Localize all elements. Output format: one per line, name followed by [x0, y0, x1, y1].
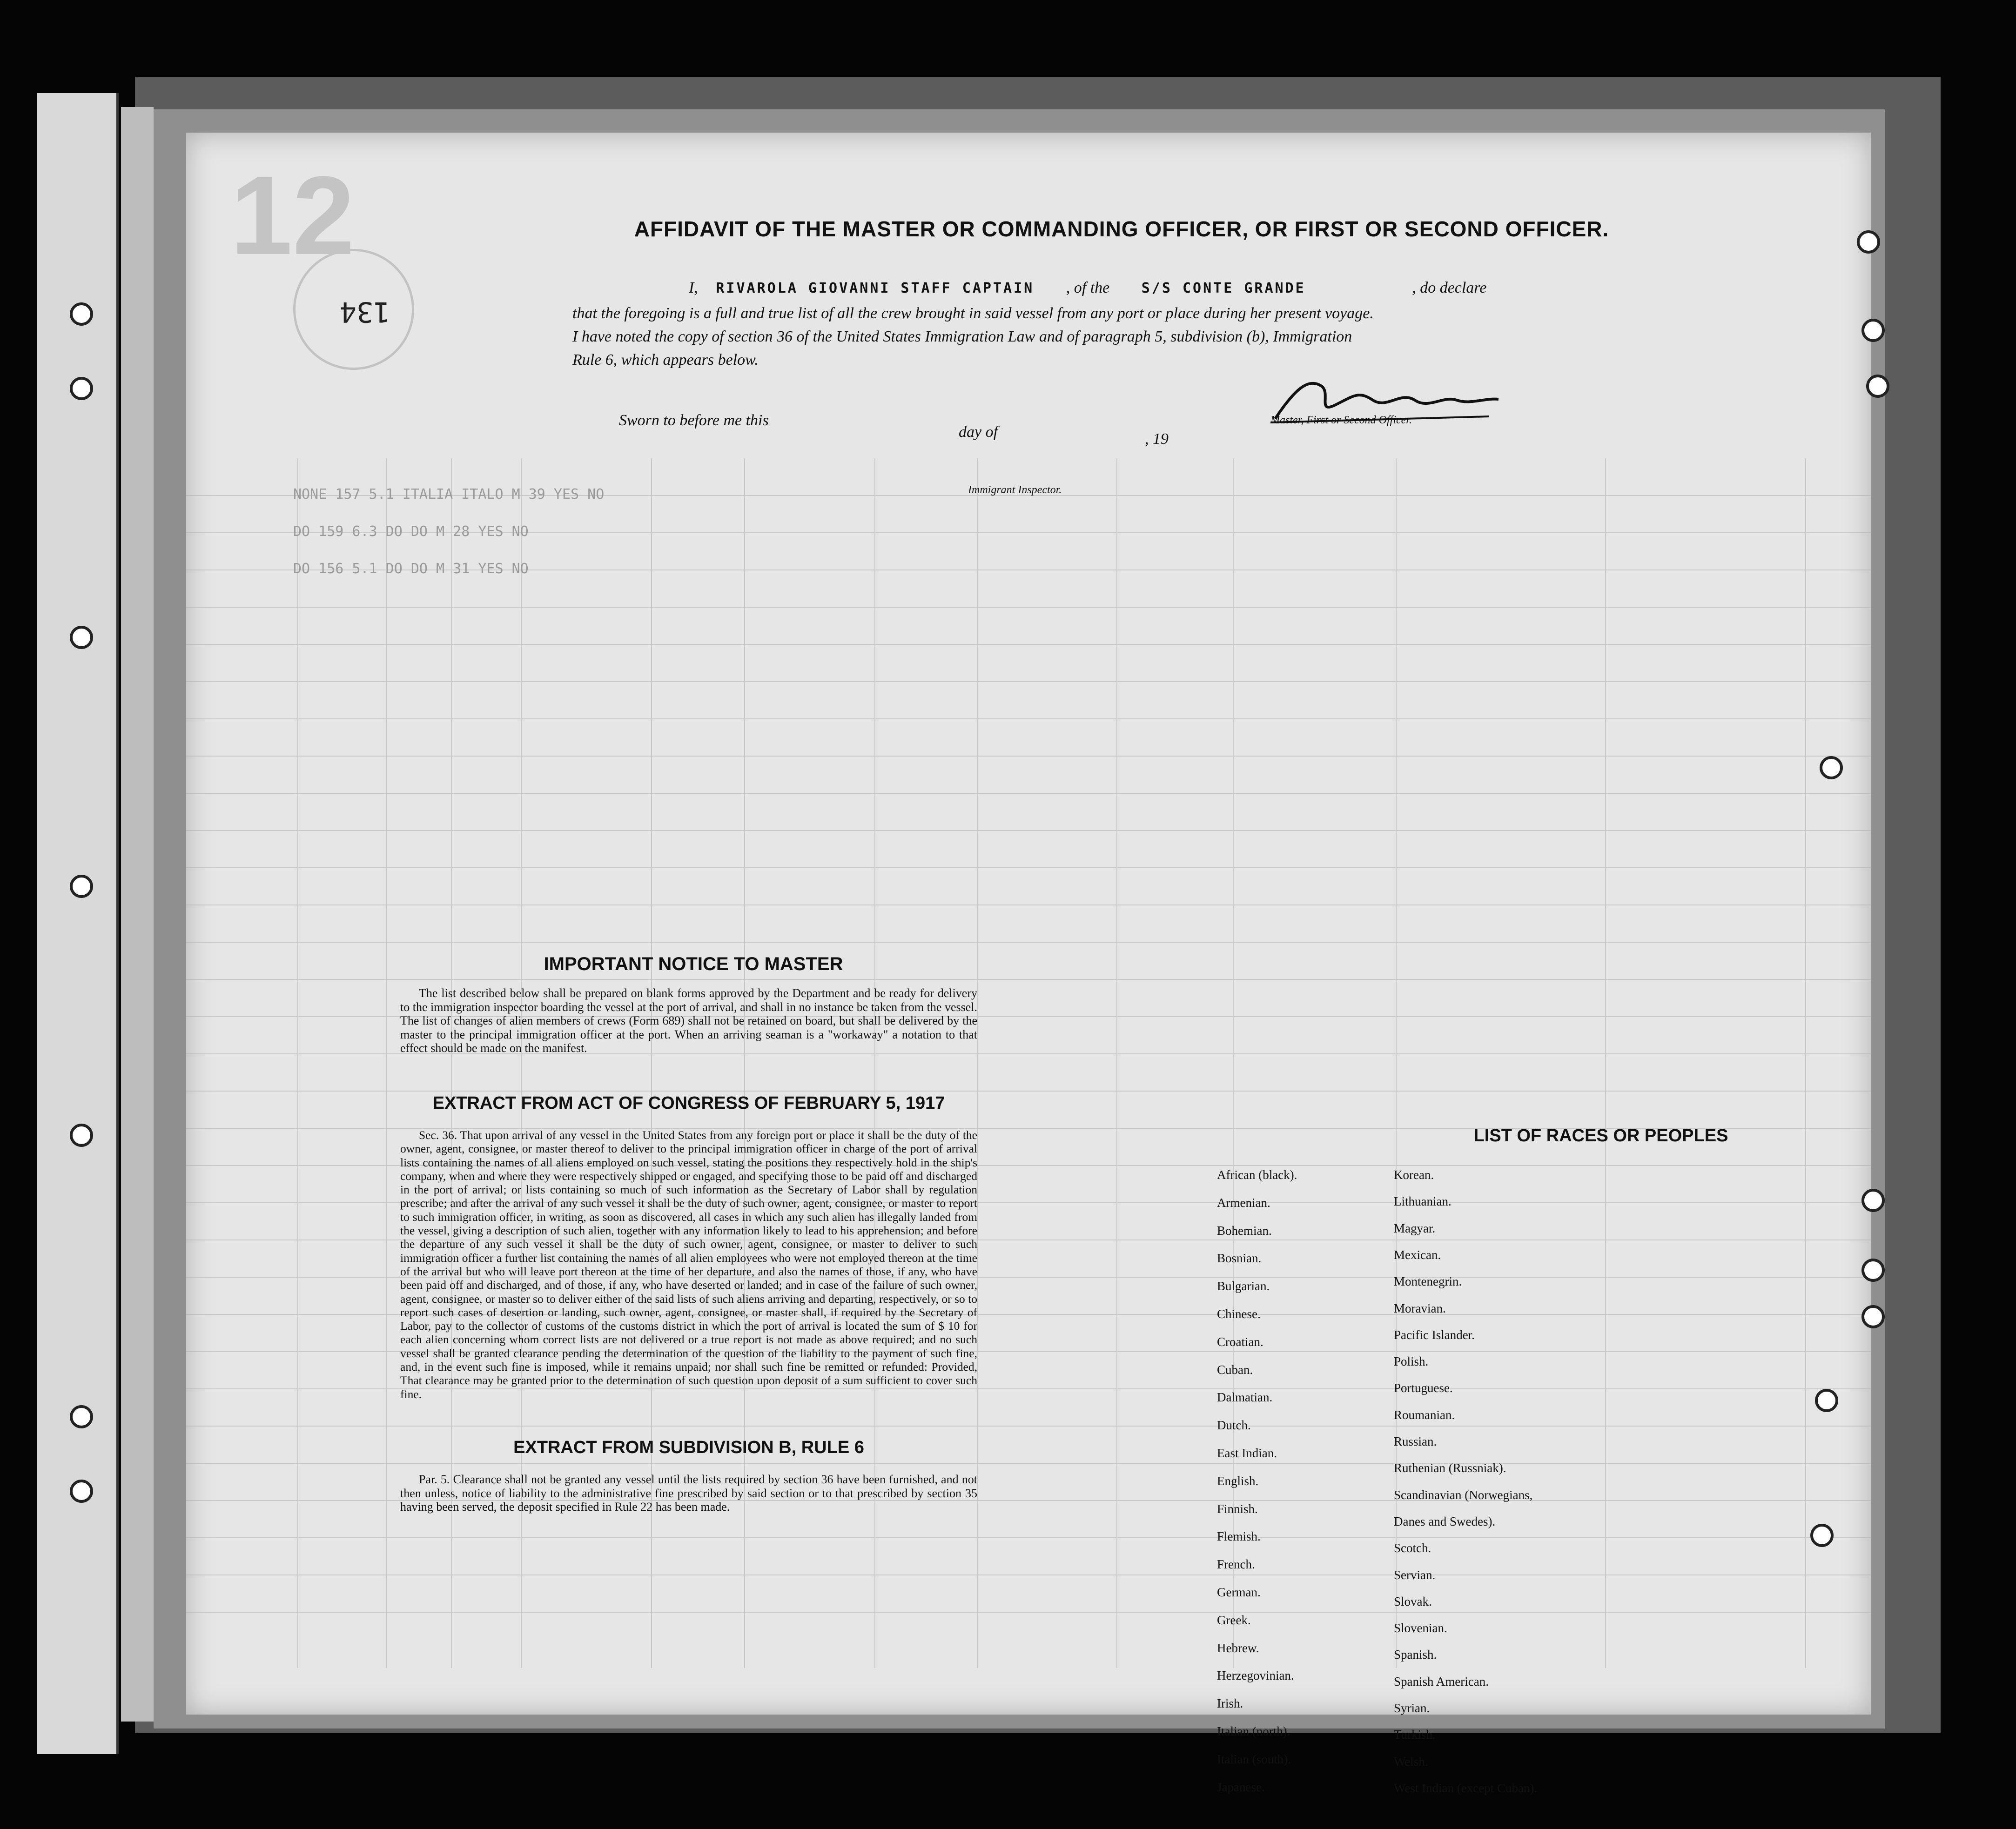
race-item: Polish.	[1394, 1354, 1429, 1369]
act-extract-title: EXTRACT FROM ACT OF CONGRESS OF FEBRUARY 5, 1917	[432, 1093, 945, 1113]
race-item: Italian (north).	[1217, 1724, 1290, 1738]
punch-hole	[1861, 1305, 1885, 1328]
affidavit-line-1	[689, 279, 1486, 297]
race-item: Pacific Islander.	[1394, 1327, 1475, 1342]
race-item: Hebrew.	[1217, 1641, 1259, 1655]
race-item: East Indian.	[1217, 1446, 1277, 1460]
master-caption: Master, First or Second Officer.	[1270, 414, 1412, 426]
officer-name: RIVAROLA GIOVANNI STAFF CAPTAIN	[716, 280, 1035, 296]
race-item: Finnish.	[1217, 1501, 1258, 1516]
race-item: Slovenian.	[1394, 1621, 1447, 1635]
race-item: Dutch.	[1217, 1418, 1251, 1433]
race-item: Slovak.	[1394, 1594, 1432, 1608]
race-item: English.	[1217, 1474, 1259, 1488]
master-signature	[1266, 372, 1508, 428]
race-item: Korean.	[1394, 1168, 1434, 1182]
race-item: Welsh.	[1394, 1754, 1428, 1769]
affidavit-line-3: I have noted the copy of section 36 of the United States Immigration Law and of paragraph 5, subdivision (b), Immigration	[572, 328, 1352, 345]
race-item: Croatian.	[1217, 1334, 1263, 1349]
race-item: Flemish.	[1217, 1529, 1261, 1544]
race-item: Bohemian.	[1217, 1223, 1272, 1238]
rule-extract-title: EXTRACT FROM SUBDIVISION B, RULE 6	[513, 1438, 864, 1457]
race-item: Chinese.	[1217, 1307, 1261, 1321]
race-item: Turkish.	[1394, 1728, 1436, 1742]
punch-hole	[1861, 319, 1885, 342]
punch-hole	[1861, 1189, 1885, 1212]
race-item: Scandinavian (Norwegians,	[1394, 1487, 1533, 1502]
affidavit-line-4: Rule 6, which appears below.	[572, 351, 759, 368]
race-item: African (black).	[1217, 1168, 1297, 1182]
punch-hole	[70, 1480, 93, 1503]
race-item: Portuguese.	[1394, 1381, 1453, 1395]
race-item: Roumanian.	[1394, 1407, 1455, 1422]
inspector-caption: Immigrant Inspector.	[968, 484, 1062, 496]
rule-extract-text: Par. 5. Clearance shall not be granted any vessel until the lists required by section 36 have been furnished, and not then unless, notice of liability to the administrative fine prescribed by said section or to that prescribed by section 35 having been served, the deposit specified in Rule 22 has been made.	[400, 1473, 977, 1514]
race-item: West Indian (except Cuban).	[1394, 1781, 1538, 1795]
notice-text: The list described below shall be prepared on blank forms approved by the Department and be ready for delivery to the immigration inspector boarding the vessel at the port of arrival, and shall in no instance be taken from the vessel. The list of changes of alien members of crews (Form 689) shall not be retained on board, but shall be delivered by the master to the principal immigration officer at the port. When an arriving seaman is a "workaway" a notation to that effect should be made on the manifest.	[400, 986, 977, 1055]
year-text: , 19	[1145, 430, 1169, 448]
act-extract-text: Sec. 36. That upon arrival of any vessel in the United States from any foreign port or place it shall be the duty of the owner, agent, consignee, or master thereof to deliver to the principal immigration officer in charge of the port of arrival lists containing the names of all aliens employed on such vessel, stating the positions they respectively hold in the ship's company, when and where they were respectively shipped or engaged, and specifying those to be paid off and discharged in the port of arrival; or lists containing so much of such information as the Secretary of Labor shall by regulation prescribe; and after the arrival of any such vessel it shall be the duty of such owner, agent, consignee, or master to report to such immigration officer, in writing, as soon as discovered, all cases in which any such alien has illegally landed from the vessel, giving a description of such alien, together with any information likely to lead to his apprehension; and before the departure of any such vessel it shall be the duty of such owner, agent, consignee, or master to deliver to such immigration officer a further list containing the names of all alien employees who were not employed thereon at the time of the arrival but who will leave port thereon at the time of her departure, and also the names of those, if any, who have been paid off and discharged, and of those, if any, who have deserted or landed; and in case of the failure of such owner, agent, consignee, or master so to deliver either of the said lists of such aliens arriving and departing, respectively, or so to report such cases of desertion or landing, such owner, agent, consignee, or master shall, if required by the Secretary of Labor, pay to the collector of customs of the customs district in which the port of arrival is located the sum of $ 10 for each alien concerning whom correct lists are not delivered or a true report is not made as above required; and no such vessel shall be granted clearance pending the determination of the question of the liability to the payment of such fine, and, in the event such fine is imposed, while it remains unpaid; nor shall such fine be remitted or refunded: Provided, That clearance may be granted prior to the determination of such question upon deposit of a sum sufficient to cover such fine.	[400, 1128, 977, 1401]
notice-title: IMPORTANT NOTICE TO MASTER	[544, 954, 843, 974]
punch-hole	[70, 875, 93, 898]
race-item: Bulgarian.	[1217, 1279, 1270, 1293]
punch-hole	[1810, 1524, 1834, 1547]
race-item: French.	[1217, 1557, 1255, 1572]
race-item: Magyar.	[1394, 1221, 1436, 1235]
bleed-through-row: DO 159 6.3 DO DO M 28 YES NO	[293, 523, 529, 540]
race-item: Syrian.	[1394, 1701, 1430, 1715]
race-item: Servian.	[1394, 1568, 1436, 1582]
affidavit-title: AFFIDAVIT OF THE MASTER OR COMMANDING OFFICER, OR FIRST OR SECOND OFFICER.	[634, 217, 1609, 241]
race-item: Danes and Swedes).	[1394, 1514, 1496, 1528]
race-item: Japanese.	[1217, 1780, 1265, 1794]
affidavit-of-the: , of the	[1066, 279, 1110, 296]
punch-hole	[70, 626, 93, 649]
vessel-name: S/S CONTE GRANDE	[1141, 280, 1306, 296]
bleed-through-row: NONE 157 5.1 ITALIA ITALO M 39 YES NO	[293, 486, 605, 502]
race-item: Italian (south).	[1217, 1752, 1291, 1766]
race-item: Lithuanian.	[1394, 1194, 1452, 1209]
race-item: Ruthenian (Russniak).	[1394, 1461, 1506, 1475]
punch-hole	[1866, 375, 1889, 398]
sworn-text: Sworn to before me this	[619, 412, 769, 429]
race-item: German.	[1217, 1585, 1261, 1599]
race-item: Bosnian.	[1217, 1251, 1262, 1266]
binding-strip-inner	[121, 107, 154, 1722]
stamp-number: 134	[340, 295, 390, 328]
race-item: Dalmatian.	[1217, 1390, 1273, 1405]
binding-strip	[37, 93, 119, 1754]
affidavit-prefix: I,	[689, 279, 698, 296]
race-item: Greek.	[1217, 1613, 1251, 1627]
punch-hole	[1861, 1259, 1885, 1282]
race-item: Cuban.	[1217, 1362, 1253, 1377]
race-item: Spanish.	[1394, 1648, 1437, 1662]
races-title: LIST OF RACES OR PEOPLES	[1473, 1126, 1728, 1146]
bleed-through-row: DO 156 5.1 DO DO M 31 YES NO	[293, 561, 529, 577]
sheet-number: 12	[230, 153, 355, 278]
race-item: Scotch.	[1394, 1541, 1431, 1555]
race-item: Moravian.	[1394, 1301, 1446, 1315]
affidavit-declare: , do declare	[1412, 279, 1487, 296]
race-item: Armenian.	[1217, 1195, 1270, 1210]
punch-hole	[70, 377, 93, 400]
punch-hole	[70, 1405, 93, 1428]
punch-hole	[1815, 1389, 1838, 1412]
race-item: Irish.	[1217, 1696, 1243, 1711]
affidavit-line-2: that the foregoing is a full and true list of all the crew brought in said vessel from any port or place during her present voyage.	[572, 305, 1374, 322]
punch-hole	[70, 302, 93, 326]
punch-hole	[1857, 230, 1880, 254]
race-item: Montenegrin.	[1394, 1274, 1462, 1289]
manifest-page	[186, 133, 1871, 1795]
punch-hole	[1820, 756, 1843, 779]
day-of-text: day of	[959, 423, 998, 441]
race-item: Spanish American.	[1394, 1674, 1489, 1688]
race-item: Herzegovinian.	[1217, 1668, 1294, 1683]
race-item: Mexican.	[1394, 1247, 1441, 1262]
punch-hole	[70, 1124, 93, 1147]
race-item: Russian.	[1394, 1434, 1437, 1448]
